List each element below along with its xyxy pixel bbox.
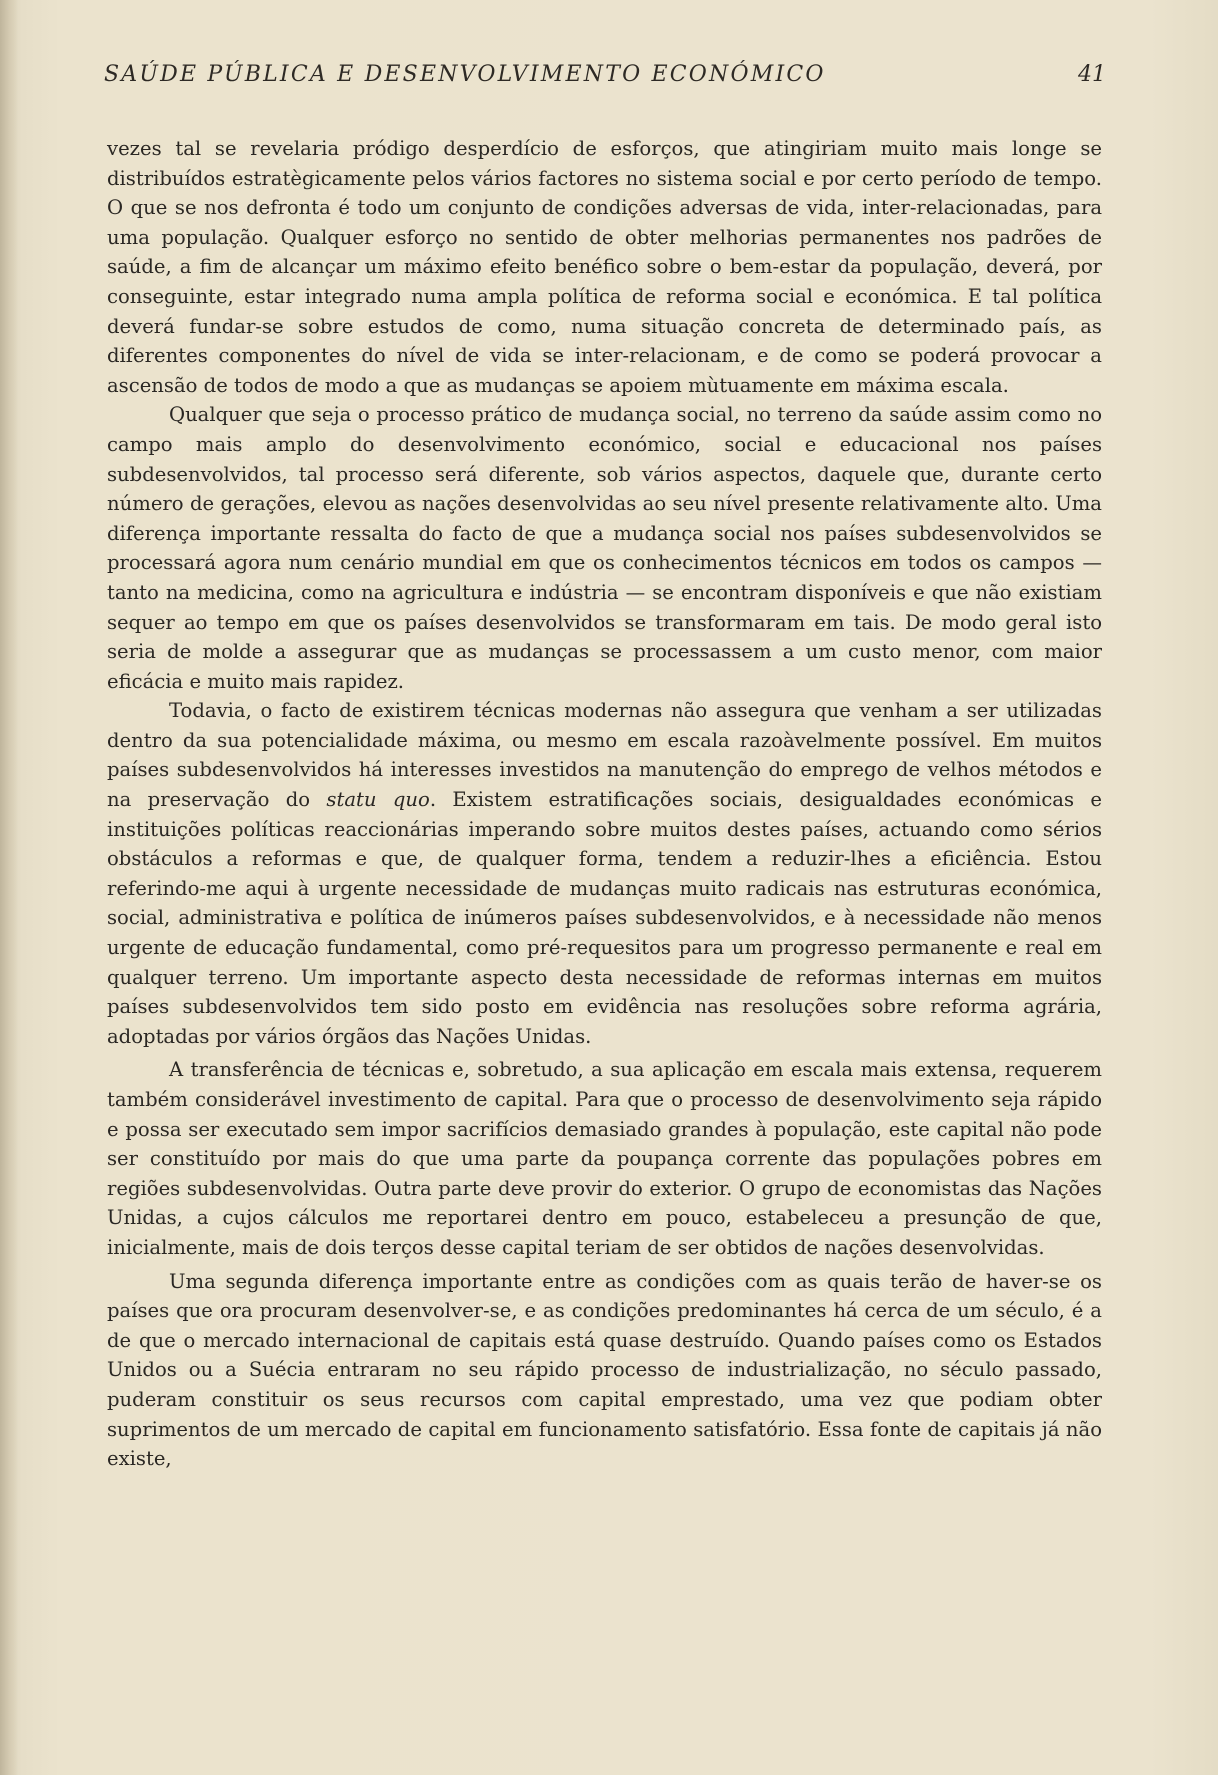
paragraph-1: vezes tal se revelaria pródigo desperdício de esforços, que atingiriam muito mais longe se distribuídos estratègicamente pelos vários factores no sistema social e por certo período de tempo. O que se nos defronta é todo um conjunto de condições adversas de vida, inter-relacionadas, para uma população. Qualquer esforço no sentido de obter melhorias permanentes nos padrões de saúde, a fim de alcançar um máximo efeito benéfico sobre o bem-estar da população, deverá, por conseguinte, estar integrado numa ampla política de reforma social e económica. E tal política deverá fundar-se sobre estudos de como, numa situação concreta de determinado país, as diferentes componentes do nível de vida se inter-relacionam, e de como se poderá provocar a ascensão de todos de modo a que as mudanças se apoiem mùtuamente em máxima escala.: [107, 137, 1102, 397]
paragraph-3-text-after: . Existem estratificações sociais, desigualdades económicas e instituições políticas reaccionárias imperando sobre muitos destes países, actuando como sérios obstáculos a reformas e que, de qualquer forma, tendem a reduzir-lhes a eficiência. Estou referindo-me aqui à urgente necessidade de mudanças muito radicais nas estruturas económica, social, administrativa e política de inúmeros países subdesenvolvidos, e à necessidade não menos urgente de educação fundamental, como pré-requesitos para um progresso permanente e real em qualquer terreno. Um importante aspecto desta necessidade de reformas internas em muitos países subdesenvolvidos tem sido posto em evidência nas resoluções sobre reforma agrária, adoptadas por vários órgãos das Nações Unidas.: [107, 788, 1102, 1048]
latin-phrase-statu-quo: statu quo: [326, 788, 430, 812]
body-text: [107, 134, 1102, 1474]
running-head: [104, 62, 1104, 92]
paragraph-3-text-before: Todavia, o facto de existirem técnicas modernas não assegura que venham a ser utilizadas dentro da sua potencialidade máxima, ou mesmo em escala razoàvelmente possível. Em muitos países subdesenvolvidos há interesses investidos na manutenção do emprego de velhos métodos e na preservação do: [107, 699, 1102, 812]
paragraph-5: Uma segunda diferença importante entre as condições com as quais terão de haver-se os países que ora procuram desenvolver-se, e as condições predominantes há cerca de um século, é a de que o mercado internacional de capitais está quase destruído. Quando países como os Estados Unidos ou a Suécia entraram no seu rápido processo de industrialização, no século passado, puderam constituir os seus recursos com capital emprestado, uma vez que podiam obter suprimentos de um mercado de capital em funcionamento satisfatório. Essa fonte de capitais já não existe,: [107, 1269, 1102, 1471]
running-title: SAÚDE PÚBLICA E DESENVOLVIMENTO ECONÓMICO: [104, 62, 826, 87]
paragraph-4: A transferência de técnicas e, sobretudo, a sua aplicação em escala mais extensa, requerem também considerável investimento de capital. Para que o processo de desenvolvimento seja rápido e possa ser executado sem impor sacrifícios demasiado grandes à população, este capital não pode ser constituído por mais do que uma parte da poupança corrente das populações pobres em regiões subdesenvolvidas. Outra parte deve provir do exterior. O grupo de economistas das Nações Unidas, a cujos cálculos me reportarei dentro em pouco, estabeleceu a presunção de que, inicialmente, mais de dois terços desse capital teriam de ser obtidos de nações desenvolvidas.: [107, 1058, 1102, 1259]
paragraph-2: Qualquer que seja o processo prático de mudança social, no terreno da saúde assim como no campo mais amplo do desenvolvimento económico, social e educacional nos países subdesenvolvidos, tal processo será diferente, sob vários aspectos, daquele que, durante certo número de gerações, elevou as nações desenvolvidas ao seu nível presente relativamente alto. Uma diferença importante ressalta do facto de que a mudança social nos países subdesenvolvidos se processará agora num cenário mundial em que os conhecimentos técnicos em todos os campos — tanto na medicina, como na agricultura e indústria — se encontram disponíveis e que não existiam sequer ao tempo em que os países desenvolvidos se transformaram em tais. De modo geral isto seria de molde a assegurar que as mudanças se processassem a um custo menor, com maior eficácia e muito mais rapidez.: [107, 403, 1102, 693]
paragraph-3: [107, 696, 1102, 1051]
page-number: 41: [1078, 62, 1106, 87]
page-gutter-shadow: [0, 0, 18, 1775]
